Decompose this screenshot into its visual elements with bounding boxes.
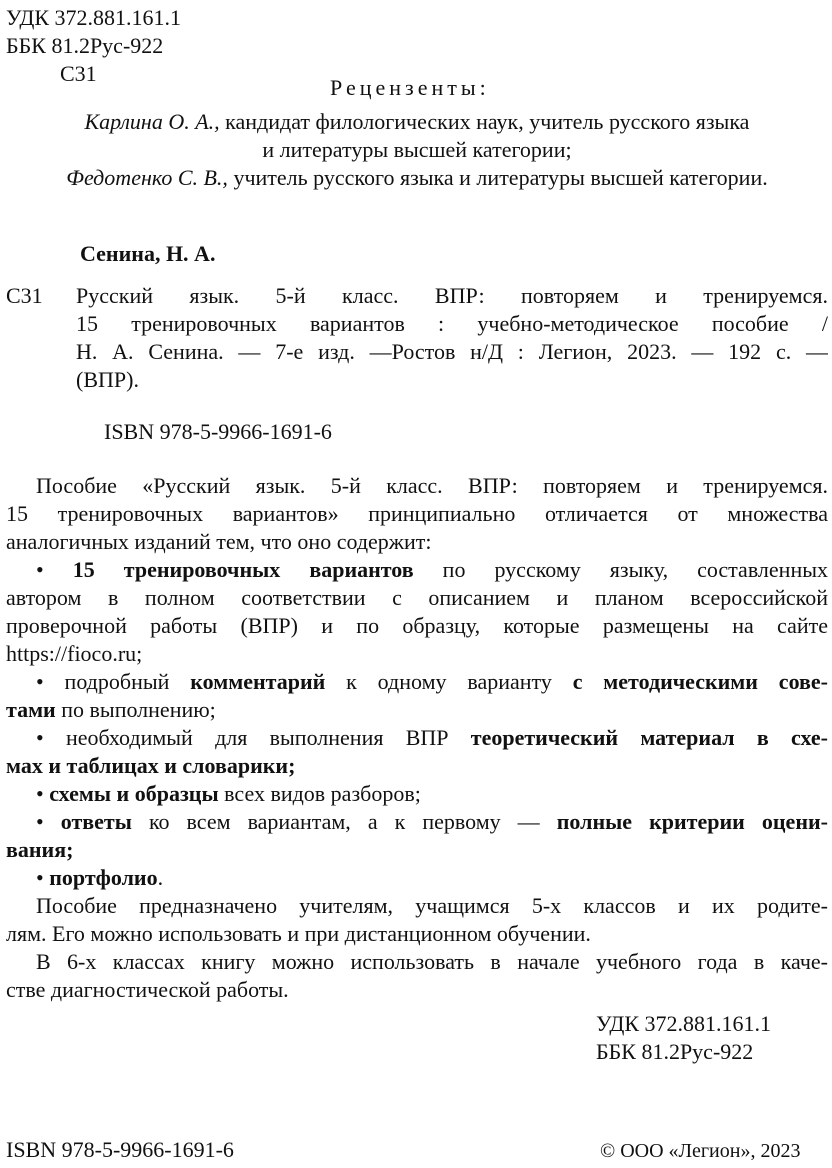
card-desc-line-3: Н. А. Сенина. — 7-е изд. —Ростов н/Д : Легион, 2023. — 192 с. — [76,339,828,364]
plain-phrase: к одному варианту [325,669,573,694]
card-description [76,282,828,394]
reviewer-1-line-2: и литературы высшей категории; [262,137,572,162]
reviewer-1-name: Карлина О. А., [84,109,220,134]
bold-phrase: комментарий [190,669,326,694]
plain-phrase: всех видов разборов; [218,781,421,806]
bullet-line: вания; [6,837,74,862]
copyright: © ООО «Легион», 2023 [600,1140,801,1162]
paragraph-line: стве диагностической работы. [6,977,289,1002]
bullet-line [6,808,828,836]
reviewer-2-desc: учитель русского языка и литературы высшей категории. [227,165,768,190]
reviewer-2-line [6,164,828,192]
bullet-icon: • [36,865,50,890]
plain-phrase: по русскому языку, составленных [413,557,828,582]
annotation-line: 15 тренировочных вариантов» принципиально отличается от множества [6,501,828,526]
bullet-line [6,864,828,892]
reviewers-heading: Рецензенты: [330,75,490,100]
paragraph-line: В 6-х классах книгу можно использовать в начале учебного года в каче- [36,949,828,974]
bullet-line: проверочной работы (ВПР) и по образцу, которые размещены на сайте [6,613,828,638]
plain-phrase: по выполнению; [55,697,216,722]
card-desc-line-2: 15 тренировочных вариантов : учебно-методическое пособие / [76,311,828,336]
bold-phrase: схемы и образцы [49,781,219,806]
plain-phrase: . [157,865,164,890]
plain-phrase: подробный [64,669,191,694]
card-author: Сенина, Н. А. [80,241,216,266]
bold-phrase: полные критерии оцени- [556,809,828,834]
bullet-icon: • [36,669,65,694]
annotation [6,472,828,1004]
udk-code-top: УДК 372.881.161.1 [6,5,182,30]
card-desc-line-4: (ВПР). [76,367,139,392]
bullet-line [6,556,828,584]
bold-phrase: с методическими сове- [572,669,828,694]
bold-phrase: теоретический материал в схе- [470,725,828,750]
bullet-icon: • [36,809,61,834]
card-isbn: ISBN 978-5-9966-1691-6 [104,419,332,444]
bullet-icon: • [36,725,66,750]
bullet-line [6,696,828,724]
paragraph-line: Пособие предназначено учителям, учащимся 5-х классов и их родите- [36,893,828,918]
bullet-line: мах и таблицах и словарики; [6,753,296,778]
card-desc-line-1: Русский язык. 5-й класс. ВПР: повторяем и тренируемся. [76,283,828,308]
bullet-line [6,724,828,752]
bold-phrase: ответы [60,809,132,834]
reviewer-1-desc: кандидат филологических наук, учитель русского языка [219,109,750,134]
bullet-line: https://fioco.ru; [6,641,143,666]
bold-phrase: тами [6,697,56,722]
card-author-mark: С31 [6,283,43,308]
annotation-line: Пособие «Русский язык. 5-й класс. ВПР: повторяем и тренируемся. [36,473,828,498]
reviewer-1-line-1 [6,108,828,136]
bullet-line [6,668,828,696]
bbk-code-bottom: ББК 81.2Рус-922 [596,1039,754,1064]
footer-isbn: ISBN 978-5-9966-1691-6 [6,1137,234,1162]
reviewer-2-name: Федотенко С. В., [66,165,228,190]
bbk-code-top: ББК 81.2Рус-922 [6,33,164,58]
udk-code-bottom: УДК 372.881.161.1 [596,1011,772,1036]
bullet-icon: • [36,781,50,806]
bullet-icon: • [36,557,73,582]
bullet-line [6,780,828,808]
plain-phrase: необходимый для выполнения ВПР [65,725,471,750]
bold-phrase: 15 тренировочных вариантов [72,557,414,582]
bold-phrase: портфолио [49,865,158,890]
annotation-line: аналогичных изданий тем, что оно содержит: [6,529,432,554]
plain-phrase: ко всем вариантам, а к первому — [131,809,557,834]
paragraph-line: лям. Его можно использовать и при дистанционном обучении. [6,921,591,946]
author-mark-top: С31 [60,61,97,86]
bullet-line: автором в полном соответствии с описанием и планом всероссийской [6,585,828,610]
